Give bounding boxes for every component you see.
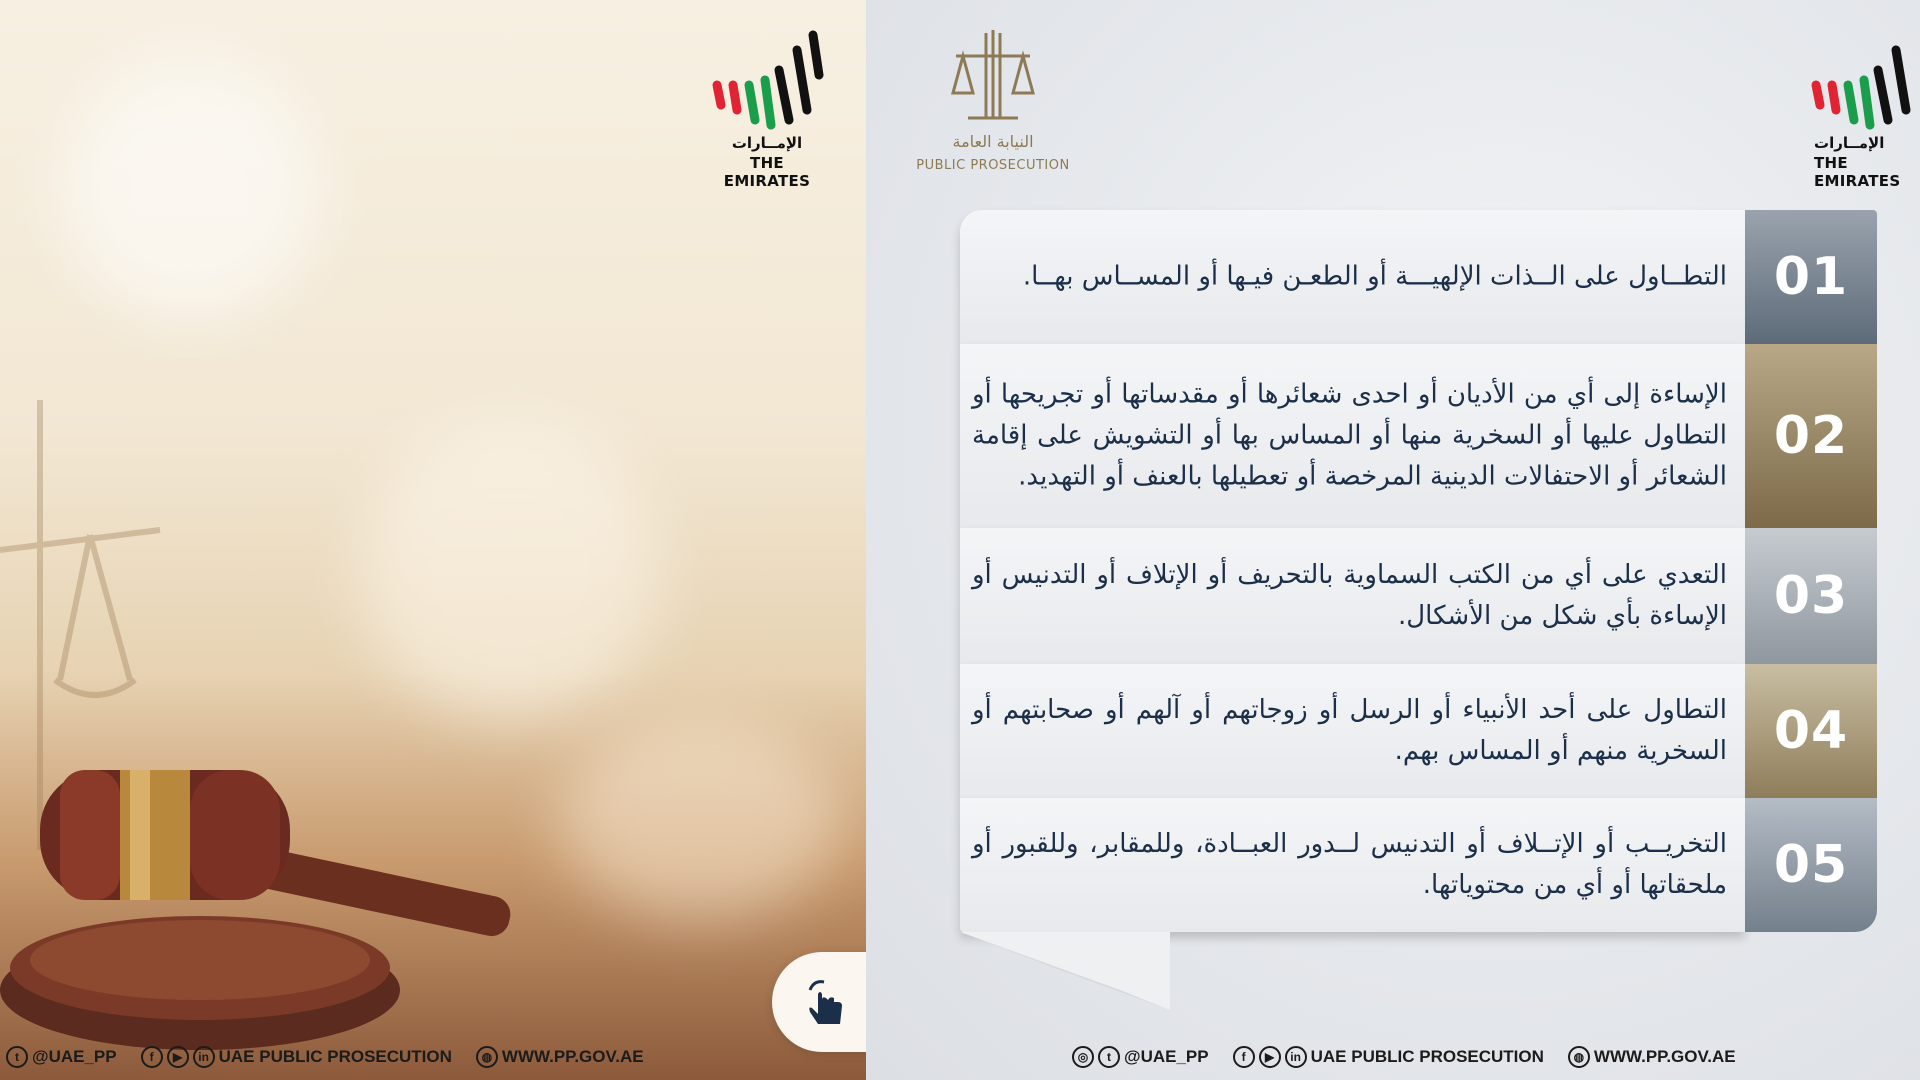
pp-name-arabic: النيابة العامة (952, 132, 1034, 151)
item-text: التطاول على أحد الأنبياء أو الرسل أو زوجاتهم أو آلهم أو صحابتهم أو السخرية منهم أو المساس بهم. (972, 695, 1727, 766)
brand-english: THE EMIRATES (723, 154, 811, 190)
brand-arabic: الإمــارات (1814, 134, 1885, 152)
linkedin-icon[interactable]: in (1285, 1046, 1307, 1068)
item-number: 02 (1745, 344, 1877, 528)
globe-icon[interactable]: ◍ (1568, 1046, 1590, 1068)
gavel-image (0, 740, 520, 1060)
item-text: الإساءة إلى أي من الأديان أو احدى شعائرها أو مقدساتها أو تجريحها أو التطاول عليها أو السخرية منها أو المساس بها أو التشويش على إقامة الشعائر أو الاحتفالات الدينية المرخصة أو تعطيلها بالعنف أو التهديد. (972, 379, 1727, 492)
uae-logo-right (1806, 30, 1920, 190)
linkedin-icon[interactable]: in (193, 1046, 215, 1068)
globe-icon[interactable]: ◍ (476, 1046, 498, 1068)
youtube-icon[interactable]: ▶ (1259, 1046, 1281, 1068)
list-item (960, 528, 1877, 664)
item-text: التخريــب أو الإتــلاف أو التدنيس لــدور العبــادة، وللمقابر، وللقبور أو ملحقاتها أو أي من محتوياتها. (972, 829, 1727, 900)
brand-english: THE EMIRATES (1814, 154, 1901, 190)
uae-logo (707, 30, 827, 190)
swipe-next-button[interactable] (772, 952, 866, 1052)
ribbon-fold (960, 930, 1180, 1010)
instagram-icon[interactable]: ◎ (1072, 1046, 1094, 1068)
footer-left (6, 1042, 668, 1072)
footer-handle[interactable]: @UAE_PP (1124, 1047, 1209, 1066)
public-prosecution-logo (908, 28, 1078, 188)
item-number: 01 (1745, 210, 1877, 344)
pp-name-english: PUBLIC PROSECUTION (916, 158, 1070, 173)
footer-website[interactable]: WWW.PP.GOV.AE (1593, 1047, 1736, 1066)
tap-hand-icon (800, 976, 850, 1030)
footer-website[interactable]: WWW.PP.GOV.AE (501, 1047, 644, 1066)
item-number: 03 (1745, 528, 1877, 664)
left-panel (0, 0, 866, 1080)
footer-handle[interactable]: @UAE_PP (32, 1047, 117, 1066)
brand-arabic: الإمــارات (731, 134, 803, 152)
item-text: التطــاول على الــذات الإلهيـــة أو الطعـن فيـها أو المســاس بهــا. (1022, 261, 1727, 292)
footer-org[interactable]: UAE PUBLIC PROSECUTION (218, 1047, 452, 1066)
uae-stripes-icon (707, 30, 827, 130)
footer-org[interactable]: UAE PUBLIC PROSECUTION (1310, 1047, 1544, 1066)
justice-scale-icon (948, 28, 1038, 123)
twitter-icon[interactable]: t (1098, 1046, 1120, 1068)
item-number: 04 (1745, 664, 1877, 798)
facebook-icon[interactable]: f (141, 1046, 163, 1068)
youtube-icon[interactable]: ▶ (167, 1046, 189, 1068)
facebook-icon[interactable]: f (1233, 1046, 1255, 1068)
list-item (960, 210, 1877, 344)
list-item (960, 664, 1877, 798)
footer-right (1072, 1042, 1760, 1072)
item-text: التعدي على أي من الكتب السماوية بالتحريف أو الإتلاف أو التدنيس أو الإساءة بأي شكل من الأشكال. (972, 560, 1727, 631)
list-item (960, 344, 1877, 528)
item-number: 05 (1745, 798, 1877, 932)
list-item (960, 798, 1877, 932)
uae-stripes-icon (1806, 30, 1920, 130)
twitter-icon[interactable]: t (6, 1046, 28, 1068)
